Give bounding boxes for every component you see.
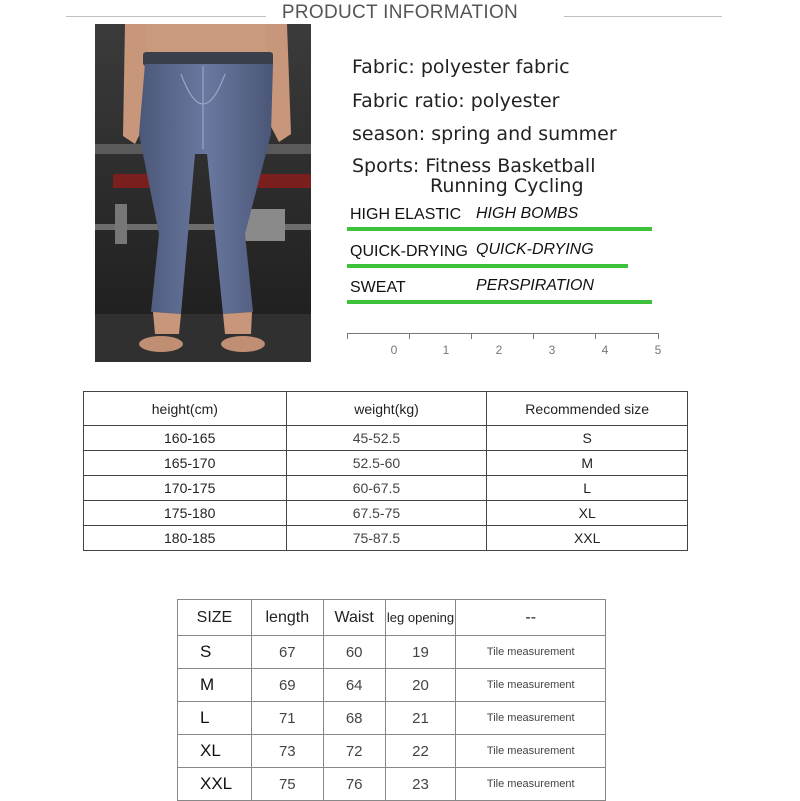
page-title: PRODUCT INFORMATION [281, 2, 519, 23]
length-cell: 75 [251, 768, 323, 801]
table-row [178, 768, 606, 801]
size-cell: M [178, 669, 252, 702]
spec-season: season: spring and summer [352, 123, 617, 145]
table-header-row [178, 600, 606, 636]
leg-opening-cell: 21 [385, 702, 456, 735]
perf-value-elastic: HIGH BOMBS [476, 205, 579, 222]
axis-tick [409, 333, 410, 339]
leg-opening-cell: 23 [385, 768, 456, 801]
waist-cell: 76 [323, 768, 385, 801]
axis-label-5: 5 [654, 343, 662, 357]
table-row [84, 476, 688, 501]
size-cell: XXL [178, 768, 252, 801]
axis-label-1: 1 [442, 343, 450, 357]
perf-bar-sweat [347, 300, 652, 304]
axis-tick [471, 333, 472, 339]
size-cell: L [487, 476, 688, 501]
weight-cell: 67.5-75 [286, 501, 487, 526]
waist-cell: 60 [323, 636, 385, 669]
table-row [178, 669, 606, 702]
col-header-note: -- [456, 600, 606, 636]
rating-axis [347, 333, 659, 334]
col-header-length: length [251, 600, 323, 636]
axis-tick [347, 333, 348, 339]
col-header-weight: weight(kg) [286, 392, 487, 426]
col-header-waist: Waist [323, 600, 385, 636]
table-row [84, 426, 688, 451]
spec-sports-continued: Running Cycling [430, 175, 584, 197]
waist-cell: 68 [323, 702, 385, 735]
height-cell: 170-175 [84, 476, 287, 501]
length-cell: 69 [251, 669, 323, 702]
col-header-recommended-size: Recommended size [487, 392, 688, 426]
length-cell: 71 [251, 702, 323, 735]
waist-cell: 64 [323, 669, 385, 702]
table-row [84, 451, 688, 476]
col-header-size: SIZE [178, 600, 252, 636]
height-cell: 160-165 [84, 426, 287, 451]
note-cell: Tile measurement [456, 669, 606, 702]
spec-sports: Sports: Fitness Basketball [352, 155, 596, 177]
product-photo [95, 24, 311, 362]
perf-value-sweat: PERSPIRATION [476, 277, 594, 294]
note-cell: Tile measurement [456, 636, 606, 669]
perf-label-quick-drying: QUICK-DRYING [350, 243, 468, 260]
table-row [84, 501, 688, 526]
weight-cell: 52.5-60 [286, 451, 487, 476]
table-row [178, 636, 606, 669]
height-cell: 175-180 [84, 501, 287, 526]
weight-cell: 60-67.5 [286, 476, 487, 501]
table-row [84, 526, 688, 551]
perf-bar-elastic [347, 227, 652, 231]
perf-bar-quick-drying [347, 264, 628, 268]
height-cell: 180-185 [84, 526, 287, 551]
spec-fabric-ratio: Fabric ratio: polyester [352, 90, 560, 112]
size-cell: XXL [487, 526, 688, 551]
note-cell: Tile measurement [456, 735, 606, 768]
note-cell: Tile measurement [456, 702, 606, 735]
axis-label-3: 3 [548, 343, 556, 357]
waist-cell: 72 [323, 735, 385, 768]
axis-label-0: 0 [390, 343, 398, 357]
leg-opening-cell: 22 [385, 735, 456, 768]
perf-label-elastic: HIGH ELASTIC [350, 206, 462, 223]
perf-label-sweat: SWEAT [350, 279, 406, 296]
size-cell: S [178, 636, 252, 669]
length-cell: 73 [251, 735, 323, 768]
perf-value-quick-drying: QUICK-DRYING [476, 241, 594, 258]
size-cell: M [487, 451, 688, 476]
weight-cell: 45-52.5 [286, 426, 487, 451]
size-cell: S [487, 426, 688, 451]
table-header-row [84, 392, 688, 426]
measurement-table [177, 599, 606, 801]
note-cell: Tile measurement [456, 768, 606, 801]
axis-tick [658, 333, 659, 339]
leg-opening-cell: 20 [385, 669, 456, 702]
spec-fabric: Fabric: polyester fabric [352, 56, 570, 78]
axis-label-4: 4 [601, 343, 609, 357]
size-cell: XL [487, 501, 688, 526]
leg-opening-cell: 19 [385, 636, 456, 669]
size-guide-table [83, 391, 688, 551]
axis-tick [595, 333, 596, 339]
axis-label-2: 2 [495, 343, 503, 357]
col-header-height: height(cm) [84, 392, 287, 426]
weight-cell: 75-87.5 [286, 526, 487, 551]
table-row [178, 735, 606, 768]
table-row [178, 702, 606, 735]
header-divider-right [564, 16, 722, 17]
axis-tick [533, 333, 534, 339]
size-cell: L [178, 702, 252, 735]
height-cell: 165-170 [84, 451, 287, 476]
length-cell: 67 [251, 636, 323, 669]
size-cell: XL [178, 735, 252, 768]
col-header-leg-opening: leg opening [385, 600, 456, 636]
